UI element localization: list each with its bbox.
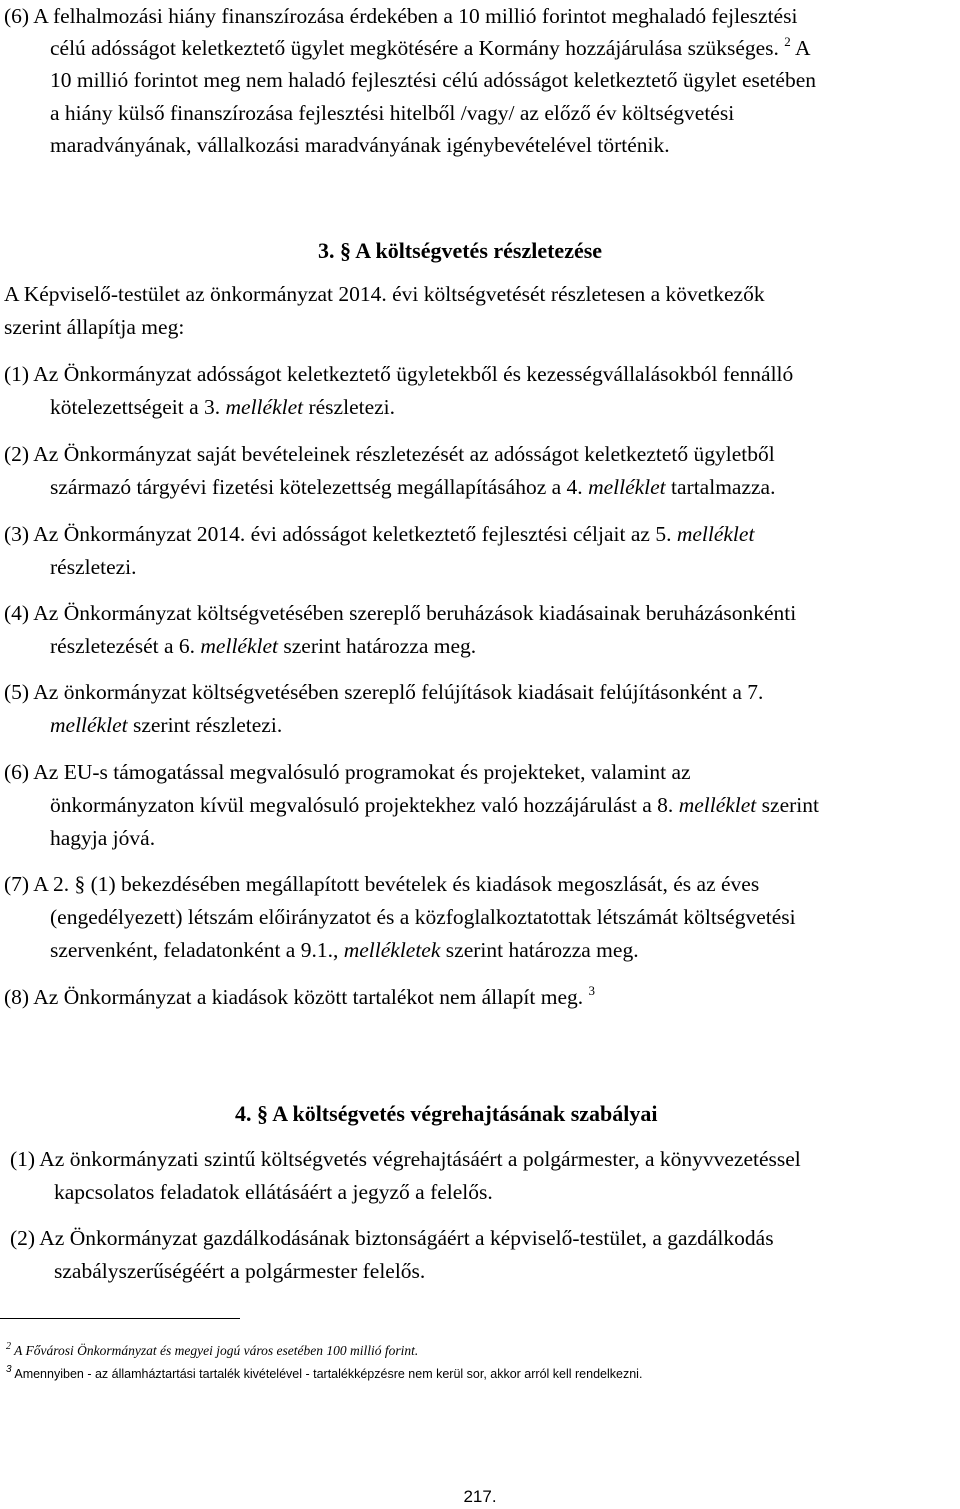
section-3-para-5-line-1: (5) Az önkormányzat költségvetésében szereplő felújítások kiadásait felújításonként a 7. [4, 680, 764, 704]
text-run: részletezését a 6. [50, 634, 196, 658]
section-3-para-6-line-2 [50, 795, 819, 817]
text-run: szerint határozza meg. [283, 634, 477, 658]
page-number: 217. [463, 1487, 497, 1506]
section-3-para-4-line-1: (4) Az Önkormányzat költségvetésében szereplő beruházások kiadásainak beruházásonkénti [4, 601, 797, 625]
text-run: tartalmazza. [671, 475, 776, 499]
section-3-para-6-line-3: hagyja jóvá. [50, 826, 156, 850]
text-run: szervenként, feladatonként a 9.1., [50, 938, 339, 962]
section-3-heading: 3. § A költségvetés részletezése [318, 238, 603, 263]
section-3-para-1-line-1: (1) Az Önkormányzat adósságot keletkeztető ügyletekből és kezességvállalásokból fennálló [4, 362, 794, 386]
annex-ref: melléklet [678, 793, 757, 817]
annex-ref: melléklet [676, 522, 755, 546]
section-3-para-7-line-1: (7) A 2. § (1) bekezdésében megállapított bevételek és kiadások megoszlását, és az éves [4, 872, 760, 896]
para-6-line-2-text: célú adósságot keletkeztető ügylet megkötésére a Kormány hozzájárulása szükséges. [50, 36, 779, 60]
section-3-para-6-line-1: (6) Az EU-s támogatással megvalósuló programokat és projekteket, valamint az [4, 760, 691, 784]
footnote-3 [6, 1364, 643, 1381]
section-3-para-3-line-1 [4, 524, 754, 546]
footnote-number: 3 [6, 1364, 12, 1375]
section-3-para-8-line-1 [4, 983, 595, 1009]
footnote-separator [0, 1318, 240, 1319]
para-6-line-4: a hiány külső finanszírozása fejlesztési hitelből /vagy/ az előző év költségvetési [50, 101, 735, 125]
text-run: önkormányzaton kívül megvalósuló projektekhez való hozzájárulást a 8. [50, 793, 674, 817]
text-run: (3) Az Önkormányzat 2014. évi adósságot keletkeztető fejlesztési céljait az 5. [4, 522, 672, 546]
section-4-para-1-line-1: (1) Az önkormányzati szintű költségvetés végrehajtásáért a polgármester, a könyvvezetéssel [10, 1147, 801, 1171]
annex-ref: melléklet [50, 713, 128, 737]
footnote-text: A Fővárosi Önkormányzat és megyei jogú város esetében 100 millió forint. [14, 1343, 419, 1358]
section-4-heading: 4. § A költségvetés végrehajtásának szabályai [235, 1101, 658, 1126]
para-6-line-2-end: A [795, 36, 811, 60]
annex-ref: melléklet [588, 475, 666, 499]
section-4-para-2-line-1: (2) Az Önkormányzat gazdálkodásának biztonságáért a képviselő-testület, a gazdálkodás [10, 1226, 774, 1250]
para-6-line-1: (6) A felhalmozási hiány finanszírozása érdekében a 10 millió forintot meghaladó fejlesztési [4, 4, 798, 28]
section-4-para-2-line-2: szabályszerűségéért a polgármester felelős. [54, 1259, 426, 1283]
section-3-intro-line-2: szerint állapítja meg: [4, 315, 185, 339]
text-run: származó tárgyévi fizetési kötelezettség megállapításához a 4. [50, 475, 583, 499]
text-run: (8) Az Önkormányzat a kiadások között tartalékot nem állapít meg. [4, 985, 584, 1009]
text-run: szerint részletezi. [132, 713, 283, 737]
section-3-para-7-line-3 [50, 940, 639, 962]
text-run: kötelezettségeit a 3. [50, 395, 221, 419]
footnote-2 [6, 1341, 419, 1358]
footnote-number: 2 [6, 1341, 11, 1352]
section-3-para-2-line-1: (2) Az Önkormányzat saját bevételeinek részletezését az adósságot keletkeztető ügyletből [4, 442, 775, 466]
para-6-line-2 [50, 34, 811, 60]
text-run: szerint [761, 793, 819, 817]
para-6-line-3: 10 millió forintot meg nem haladó fejlesztési célú adósságot keletkeztető ügylet esetében [50, 68, 816, 92]
text-run: szerint határozza meg. [445, 938, 639, 962]
section-3-para-2-line-2 [50, 477, 775, 499]
annex-ref: melléklet [200, 634, 278, 658]
section-3-para-7-line-2: (engedélyezett) létszám előirányzatot és a közfoglalkoztatottak létszámát költségvetési [50, 905, 796, 929]
section-3-para-1-line-2 [50, 397, 395, 419]
section-3-para-5-line-2 [50, 715, 282, 737]
annex-ref: mellékletek [343, 938, 441, 962]
section-3-para-3-line-2: részletezi. [50, 555, 137, 579]
annex-ref: melléklet [225, 395, 304, 419]
para-6-line-5: maradványának, vállalkozási maradványának igénybevételével történik. [50, 133, 670, 157]
text-run: részletezi. [308, 395, 396, 419]
footnote-ref-3[interactable]: 3 [588, 983, 595, 998]
section-3-intro-line-1: A Képviselő-testület az önkormányzat 2014. évi költségvetését részletesen a következők [4, 282, 765, 306]
section-3-para-4-line-2 [50, 636, 476, 658]
footnote-ref-2[interactable]: 2 [784, 34, 791, 49]
section-4-para-1-line-2: kapcsolatos feladatok ellátásáért a jegyző a felelős. [54, 1180, 493, 1204]
footnote-text: Amennyiben - az államháztartási tartalék kivételével - tartalékképzésre nem kerül sor, akkor arról kell rendelkezni. [14, 1367, 643, 1381]
